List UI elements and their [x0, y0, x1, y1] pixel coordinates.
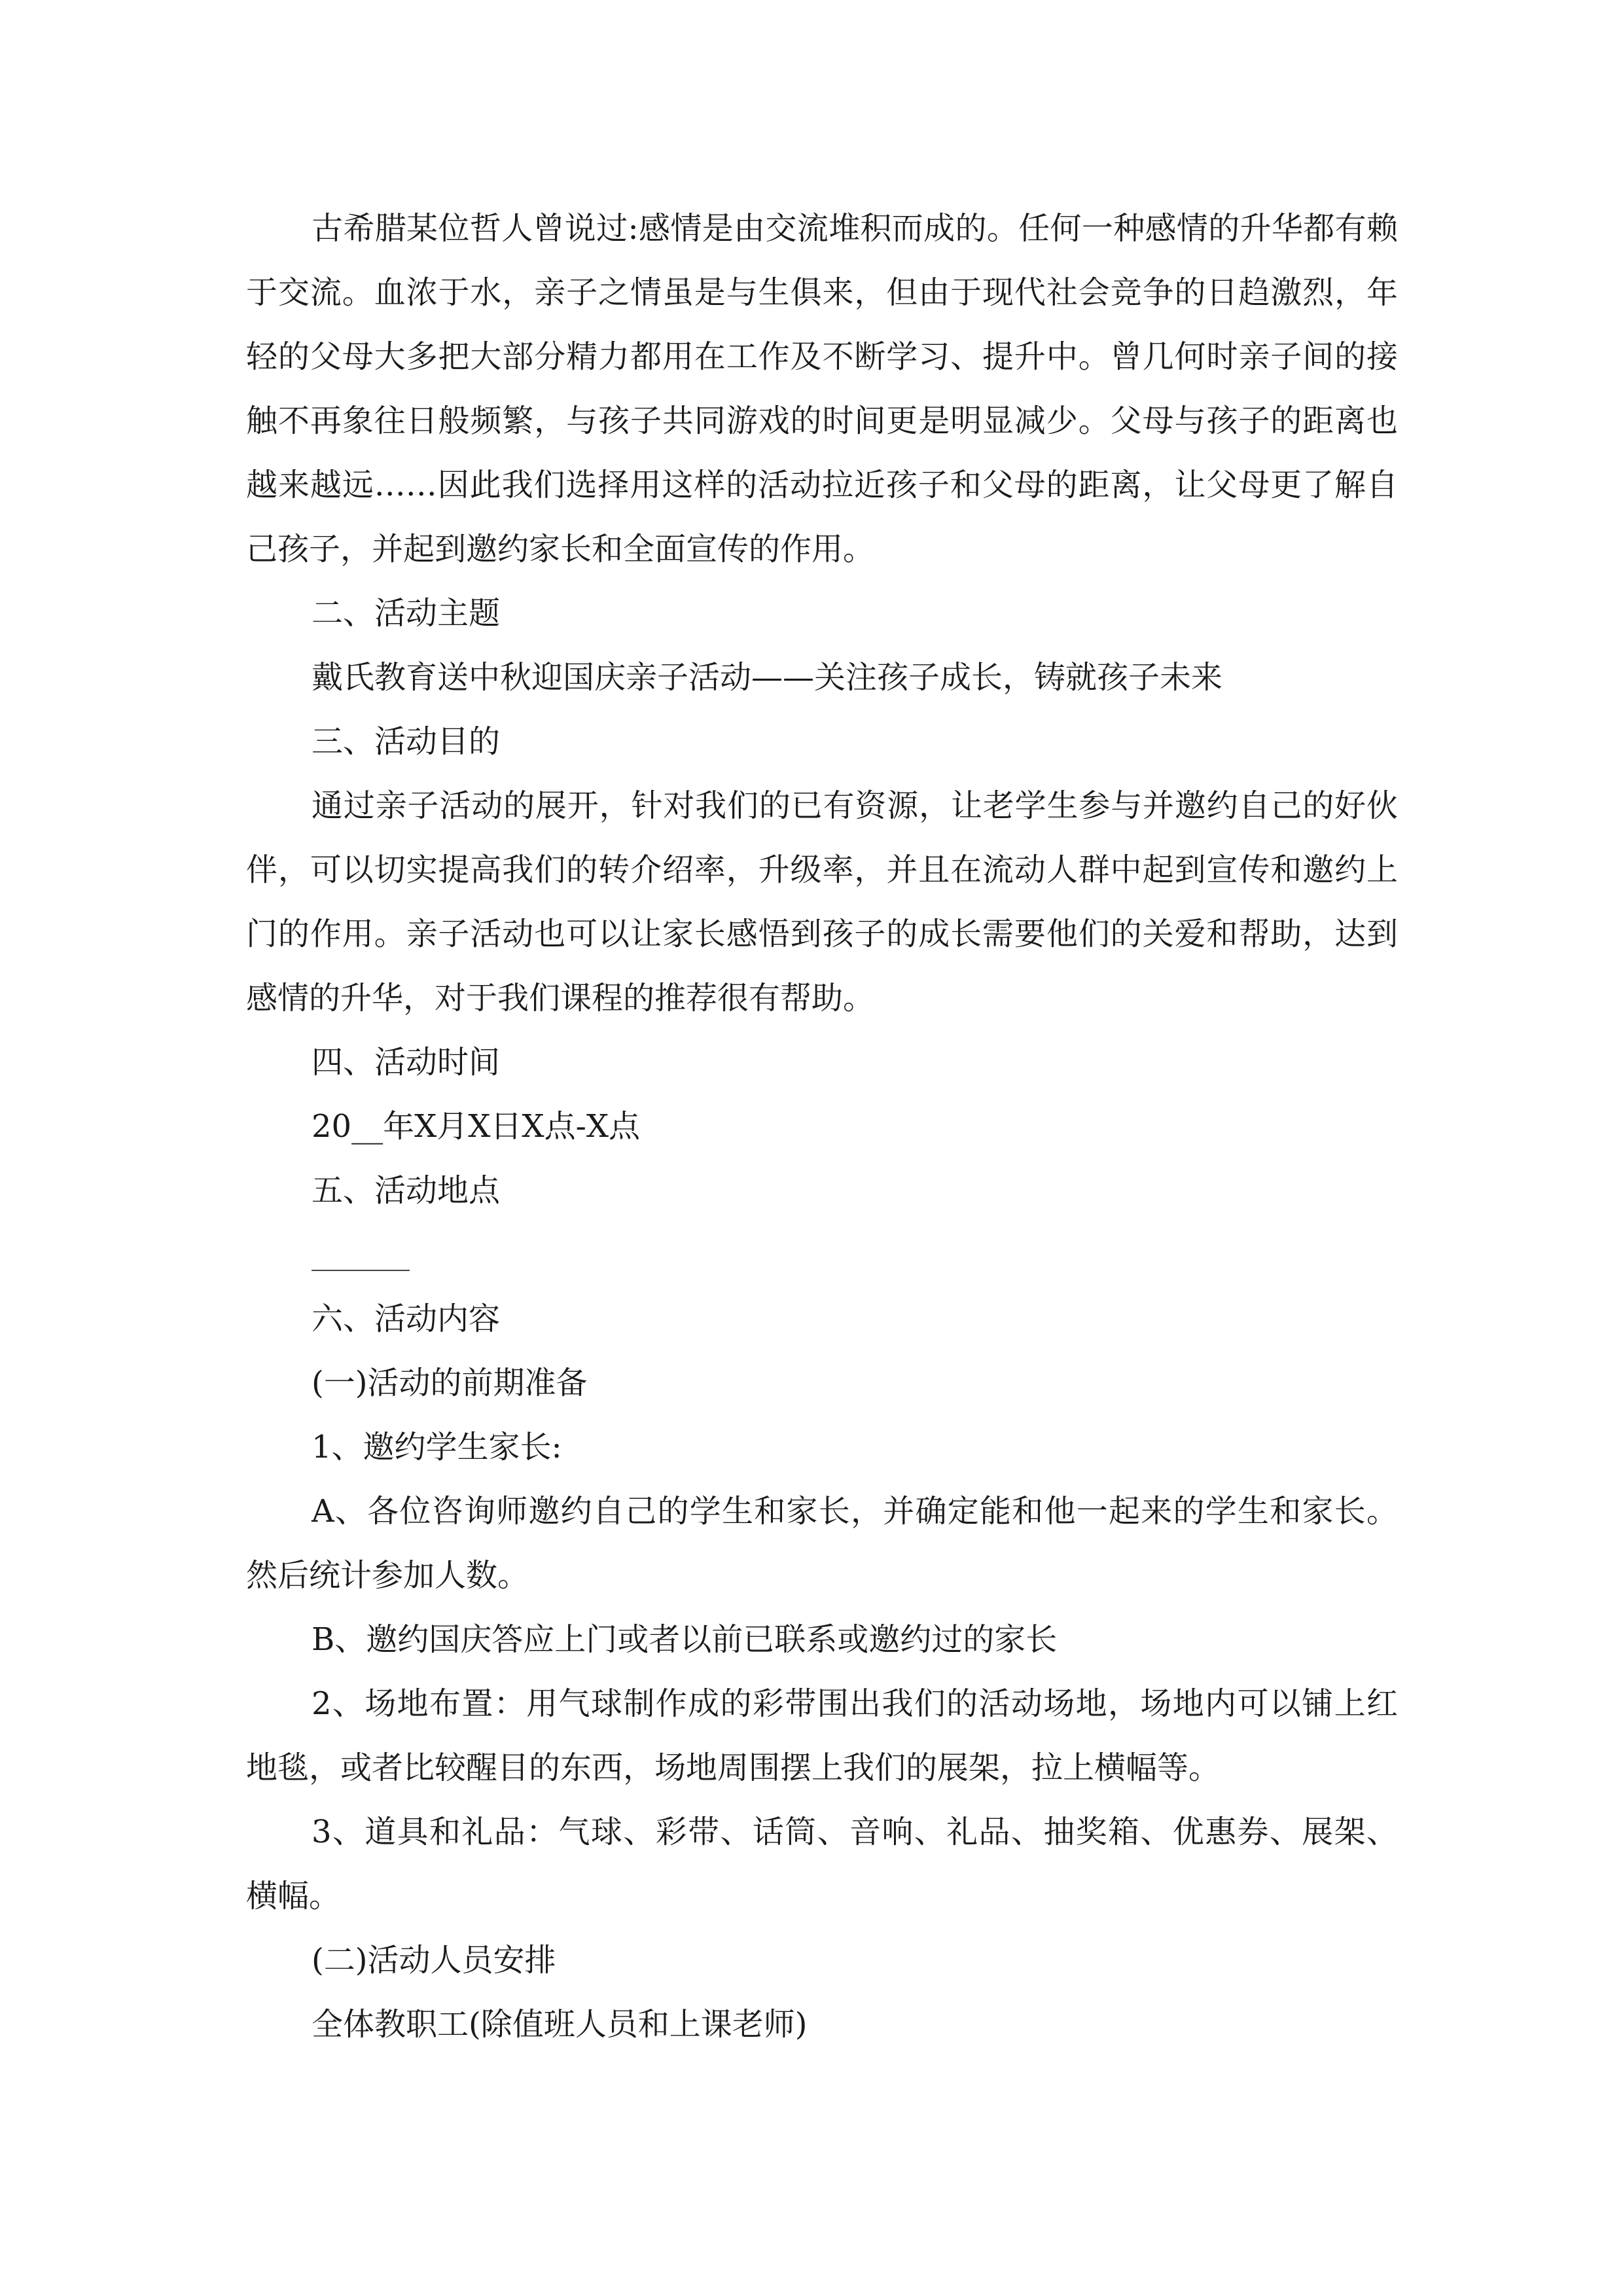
- paragraph-activity-time: 20__年X月X日X点-X点: [312, 1108, 640, 1145]
- item-invite-parents: 1、邀约学生家长:: [312, 1429, 562, 1465]
- location-blank: [246, 1223, 1398, 1287]
- paragraph-staffing: 全体教职工(除值班人员和上课老师): [312, 2006, 808, 2043]
- paragraph-activity-purpose: 通过亲子活动的展开，针对我们的已有资源，让老学生参与并邀约自己的好伙伴，可以切实提高我们的转介绍率，升级率，并且在流动人群中起到宣传和邀约上门的作用。亲子活动也可以让家长感悟到孩子的成长需要他们的关爱和帮助，达到感情的升华，对于我们课程的推荐很有帮助。: [246, 787, 1398, 1016]
- heading-activity-location: 五、活动地点: [312, 1172, 501, 1209]
- subheading-preparation: (一)活动的前期准备: [312, 1365, 588, 1401]
- paragraph-activity-theme: 戴氏教育送中秋迎国庆亲子活动——关注孩子成长，铸就孩子未来: [312, 659, 1223, 696]
- document-body: [246, 196, 1398, 2056]
- heading-activity-content: 六、活动内容: [312, 1300, 501, 1337]
- item-props-gifts: 3、道具和礼品：气球、彩带、话筒、音响、礼品、抽奖箱、优惠券、展架、横幅。: [246, 1814, 1398, 1914]
- item-venue-setup: 2、场地布置：用气球制作成的彩带围出我们的活动场地，场地内可以铺上红地毯，或者比较醒目的东西，场地周围摆上我们的展架，拉上横幅等。: [246, 1685, 1398, 1786]
- paragraph-intro: 古希腊某位哲人曾说过:感情是由交流堆积而成的。任何一种感情的升华都有赖于交流。血浓于水，亲子之情虽是与生俱来，但由于现代社会竞争的日趋激烈，年轻的父母大多把大部分精力都用在工作及不断学习、提升中。曾几何时亲子间的接触不再象往日般频繁，与孩子共同游戏的时间更是明显减少。父母与孩子的距离也越来越远……因此我们选择用这样的活动拉近孩子和父母的距离，让父母更了解自己孩子，并起到邀约家长和全面宣传的作用。: [246, 210, 1398, 567]
- heading-activity-theme: 二、活动主题: [312, 595, 501, 632]
- subheading-staffing: (二)活动人员安排: [312, 1942, 556, 1979]
- item-invite-a: A、各位咨询师邀约自己的学生和家长，并确定能和他一起来的学生和家长。然后统计参加人数。: [246, 1493, 1398, 1594]
- item-invite-b: B、邀约国庆答应上门或者以前已联系或邀约过的家长: [312, 1621, 1058, 1658]
- heading-activity-time: 四、活动时间: [312, 1044, 501, 1081]
- blank-underline: [312, 1270, 410, 1271]
- heading-activity-purpose: 三、活动目的: [312, 723, 501, 760]
